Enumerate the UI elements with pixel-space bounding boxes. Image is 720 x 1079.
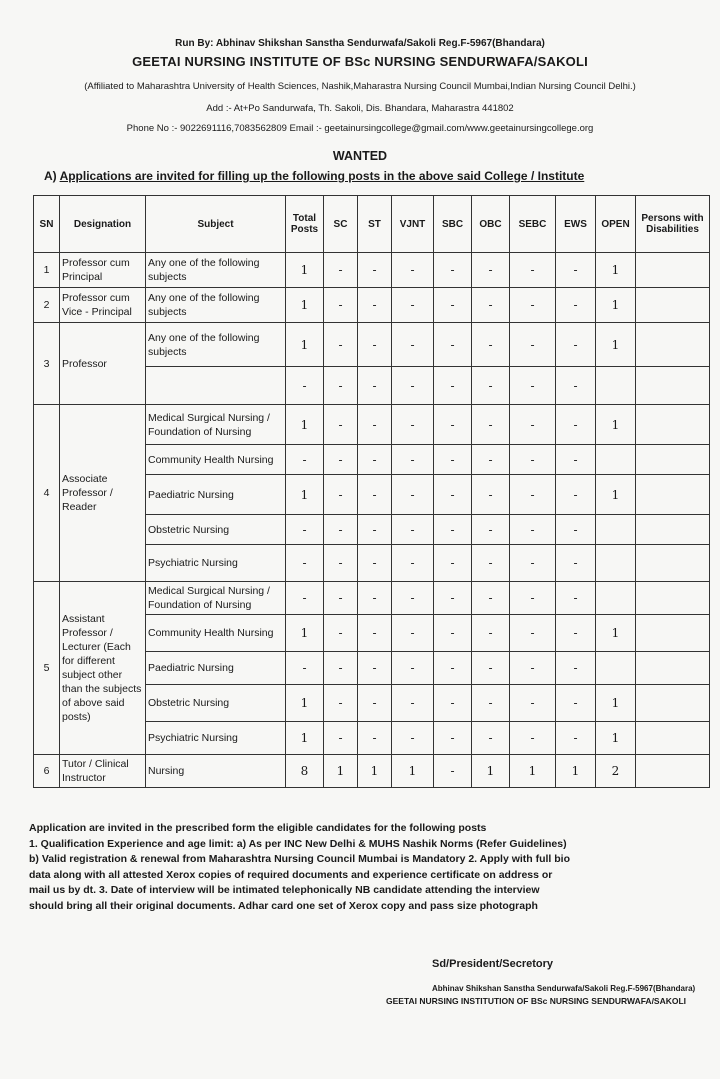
cell-sc: -: [324, 685, 358, 722]
cell-st: -: [358, 545, 392, 582]
cell-st: -: [358, 367, 392, 405]
cell-vjnt: -: [392, 652, 434, 685]
cell-open: [596, 445, 636, 475]
cell-total: -: [286, 545, 324, 582]
cell-vjnt: -: [392, 288, 434, 323]
cell-ews: -: [556, 475, 596, 515]
cell-ews: -: [556, 615, 596, 652]
cell-sbc: -: [434, 545, 472, 582]
cell-designation: Tutor / Clinical Instructor: [60, 755, 146, 788]
cell-designation: Associate Professor / Reader: [60, 405, 146, 582]
cell-pwd: [636, 515, 710, 545]
cell-subject: Paediatric Nursing: [146, 475, 286, 515]
cell-sebc: -: [510, 515, 556, 545]
header-obc: OBC: [472, 196, 510, 253]
cell-st: -: [358, 582, 392, 615]
cell-sbc: -: [434, 288, 472, 323]
cell-subject: Medical Surgical Nursing / Foundation of Nursing: [146, 582, 286, 615]
cell-vjnt: -: [392, 515, 434, 545]
cell-obc: -: [472, 582, 510, 615]
cell-vjnt: -: [392, 367, 434, 405]
cell-obc: -: [472, 722, 510, 755]
cell-st: -: [358, 405, 392, 445]
cell-sbc: -: [434, 475, 472, 515]
cell-ews: -: [556, 405, 596, 445]
cell-obc: -: [472, 405, 510, 445]
header-vjnt: VJNT: [392, 196, 434, 253]
cell-designation: Professor: [60, 323, 146, 405]
cell-subject: Any one of the following subjects: [146, 288, 286, 323]
cell-obc: -: [472, 323, 510, 367]
cell-sc: -: [324, 253, 358, 288]
affiliation-line: (Affiliated to Maharashtra University of Health Sciences, Nashik,Maharastra Nursing Council Mumbai,Indian Nursing Council Delhi.): [84, 81, 636, 92]
notes-line: data along with all attested Xerox copies of required documents and experience certificate on address or: [29, 868, 553, 881]
cell-open: [596, 367, 636, 405]
cell-obc: -: [472, 652, 510, 685]
table-body: [34, 253, 710, 788]
cell-obc: -: [472, 253, 510, 288]
cell-open: 1: [596, 253, 636, 288]
cell-sbc: -: [434, 445, 472, 475]
cell-pwd: [636, 755, 710, 788]
cell-sebc: -: [510, 475, 556, 515]
cell-subject: Community Health Nursing: [146, 615, 286, 652]
cell-subject: [146, 367, 286, 405]
cell-pwd: [636, 445, 710, 475]
cell-vjnt: -: [392, 475, 434, 515]
cell-sbc: -: [434, 685, 472, 722]
cell-open: [596, 545, 636, 582]
cell-total: -: [286, 367, 324, 405]
application-notes: [29, 821, 629, 914]
cell-st: -: [358, 722, 392, 755]
cell-total: 1: [286, 475, 324, 515]
header-designation: Designation: [60, 196, 146, 253]
cell-st: -: [358, 652, 392, 685]
table-row: [34, 323, 710, 367]
cell-sbc: -: [434, 515, 472, 545]
cell-ews: -: [556, 652, 596, 685]
cell-sc: -: [324, 323, 358, 367]
cell-vjnt: -: [392, 722, 434, 755]
cell-sebc: -: [510, 545, 556, 582]
posts-table: [33, 195, 710, 788]
cell-sebc: 1: [510, 755, 556, 788]
cell-st: 1: [358, 755, 392, 788]
cell-sebc: -: [510, 582, 556, 615]
cell-designation: Professor cum Principal: [60, 253, 146, 288]
header-sn: SN: [34, 196, 60, 253]
cell-sbc: -: [434, 253, 472, 288]
cell-designation: Professor cum Vice - Principal: [60, 288, 146, 323]
cell-sc: -: [324, 475, 358, 515]
cell-vjnt: -: [392, 582, 434, 615]
cell-sn: 2: [34, 288, 60, 323]
cell-open: 1: [596, 615, 636, 652]
cell-total: 1: [286, 323, 324, 367]
address-line: Add :- At+Po Sandurwafa, Th. Sakoli, Dis. Bhandara, Maharastra 441802: [206, 103, 514, 114]
cell-vjnt: -: [392, 405, 434, 445]
cell-subject: Community Health Nursing: [146, 445, 286, 475]
cell-pwd: [636, 323, 710, 367]
cell-sn: 1: [34, 253, 60, 288]
cell-st: -: [358, 445, 392, 475]
cell-ews: -: [556, 367, 596, 405]
cell-pwd: [636, 615, 710, 652]
cell-sebc: -: [510, 253, 556, 288]
cell-pwd: [636, 545, 710, 582]
header-subject: Subject: [146, 196, 286, 253]
table-row: [34, 288, 710, 323]
cell-sbc: -: [434, 405, 472, 445]
cell-st: -: [358, 475, 392, 515]
signature-org-line1: Abhinav Shikshan Sanstha Sendurwafa/Sakoli Reg.F-5967(Bhandara): [432, 984, 696, 993]
cell-pwd: [636, 475, 710, 515]
cell-obc: -: [472, 545, 510, 582]
cell-sebc: -: [510, 615, 556, 652]
cell-total: 8: [286, 755, 324, 788]
cell-sn: 5: [34, 582, 60, 755]
signature-org-line2: GEETAI NURSING INSTITUTION OF BSc NURSING SENDURWAFA/SAKOLI: [386, 996, 687, 1006]
table-row: [34, 253, 710, 288]
cell-obc: -: [472, 685, 510, 722]
cell-obc: 1: [472, 755, 510, 788]
cell-sn: 3: [34, 323, 60, 405]
cell-pwd: [636, 652, 710, 685]
cell-sebc: -: [510, 405, 556, 445]
cell-vjnt: -: [392, 685, 434, 722]
cell-total: 1: [286, 685, 324, 722]
table-row: [34, 405, 710, 445]
cell-pwd: [636, 582, 710, 615]
cell-total: 1: [286, 722, 324, 755]
cell-st: -: [358, 323, 392, 367]
cell-sc: -: [324, 515, 358, 545]
cell-sc: -: [324, 545, 358, 582]
cell-sbc: -: [434, 582, 472, 615]
intro-line: [44, 169, 584, 183]
cell-sn: 6: [34, 755, 60, 788]
cell-sbc: -: [434, 755, 472, 788]
cell-sbc: -: [434, 367, 472, 405]
cell-vjnt: 1: [392, 755, 434, 788]
cell-open: [596, 582, 636, 615]
cell-total: -: [286, 445, 324, 475]
cell-open: 1: [596, 722, 636, 755]
intro-text: Applications are invited for filling up the following posts in the above said College / Institute: [59, 169, 585, 183]
signature-title: Sd/President/Secretory: [432, 958, 554, 970]
intro-prefix: A): [44, 169, 60, 183]
cell-vjnt: -: [392, 445, 434, 475]
cell-open: [596, 652, 636, 685]
cell-subject: Obstetric Nursing: [146, 515, 286, 545]
cell-total: -: [286, 515, 324, 545]
institute-name: GEETAI NURSING INSTITUTE OF BSc NURSING SENDURWAFA/SAKOLI: [132, 54, 588, 69]
cell-obc: -: [472, 367, 510, 405]
cell-sc: 1: [324, 755, 358, 788]
cell-subject: Any one of the following subjects: [146, 323, 286, 367]
cell-ews: -: [556, 545, 596, 582]
header-total: Total Posts: [286, 196, 324, 253]
cell-pwd: [636, 722, 710, 755]
cell-subject: Obstetric Nursing: [146, 685, 286, 722]
cell-ews: 1: [556, 755, 596, 788]
notes-line: 1. Qualification Experience and age limit: a) As per INC New Delhi & MUHS Nashik Norms (Refer Guidelines): [29, 837, 567, 850]
cell-sebc: -: [510, 722, 556, 755]
header-sebc: SEBC: [510, 196, 556, 253]
cell-sc: -: [324, 405, 358, 445]
cell-total: -: [286, 652, 324, 685]
contact-line: Phone No :- 9022691116,7083562809 Email :- geetainursingcollege@gmail.com/www.geetainursingcollege.org: [126, 123, 594, 134]
cell-sebc: -: [510, 367, 556, 405]
cell-ews: -: [556, 515, 596, 545]
table-row: [34, 755, 710, 788]
cell-sebc: -: [510, 445, 556, 475]
cell-sbc: -: [434, 652, 472, 685]
cell-st: -: [358, 515, 392, 545]
cell-vjnt: -: [392, 545, 434, 582]
cell-sebc: -: [510, 288, 556, 323]
notes-line: b) Valid registration & renewal from Maharashtra Nursing Council Mumbai is Mandatory 2. Apply with full bio: [29, 853, 571, 865]
cell-pwd: [636, 288, 710, 323]
cell-vjnt: -: [392, 253, 434, 288]
cell-subject: Any one of the following subjects: [146, 253, 286, 288]
cell-sc: -: [324, 582, 358, 615]
cell-open: 1: [596, 405, 636, 445]
notes-line: Application are invited in the prescribed form the eligible candidates for the following posts: [29, 822, 487, 834]
cell-subject: Psychiatric Nursing: [146, 545, 286, 582]
cell-st: -: [358, 288, 392, 323]
table-row: [34, 582, 710, 615]
cell-total: 1: [286, 615, 324, 652]
cell-sbc: -: [434, 615, 472, 652]
cell-st: -: [358, 615, 392, 652]
cell-pwd: [636, 367, 710, 405]
cell-open: 1: [596, 288, 636, 323]
cell-st: -: [358, 685, 392, 722]
cell-pwd: [636, 685, 710, 722]
cell-sc: -: [324, 652, 358, 685]
cell-sc: -: [324, 722, 358, 755]
cell-subject: Paediatric Nursing: [146, 652, 286, 685]
header-sc: SC: [324, 196, 358, 253]
header-st: ST: [358, 196, 392, 253]
cell-open: 1: [596, 475, 636, 515]
cell-obc: -: [472, 445, 510, 475]
cell-ews: -: [556, 722, 596, 755]
cell-ews: -: [556, 253, 596, 288]
cell-ews: -: [556, 288, 596, 323]
cell-open: 1: [596, 323, 636, 367]
run-by-line: Run By: Abhinav Shikshan Sanstha Sendurwafa/Sakoli Reg.F-5967(Bhandara): [175, 38, 545, 49]
cell-ews: -: [556, 582, 596, 615]
header-ews: EWS: [556, 196, 596, 253]
cell-sc: -: [324, 367, 358, 405]
cell-pwd: [636, 253, 710, 288]
notes-line: should bring all their original documents. Adhar card one set of Xerox copy and pass size photograph: [29, 899, 538, 912]
cell-vjnt: -: [392, 323, 434, 367]
cell-sn: 4: [34, 405, 60, 582]
cell-sebc: -: [510, 652, 556, 685]
cell-st: -: [358, 253, 392, 288]
cell-obc: -: [472, 615, 510, 652]
cell-obc: -: [472, 475, 510, 515]
header-open: OPEN: [596, 196, 636, 253]
cell-total: 1: [286, 288, 324, 323]
cell-subject: Medical Surgical Nursing / Foundation of Nursing: [146, 405, 286, 445]
cell-open: 2: [596, 755, 636, 788]
cell-ews: -: [556, 323, 596, 367]
cell-pwd: [636, 405, 710, 445]
cell-ews: -: [556, 685, 596, 722]
cell-sc: -: [324, 288, 358, 323]
notes-line: mail us by dt. 3. Date of interview will be intimated telephonically NB candidate attending the interview: [29, 884, 540, 896]
cell-vjnt: -: [392, 615, 434, 652]
cell-total: 1: [286, 253, 324, 288]
cell-total: 1: [286, 405, 324, 445]
cell-obc: -: [472, 515, 510, 545]
header-pwd: Persons with Disabilities: [636, 196, 710, 253]
cell-sc: -: [324, 445, 358, 475]
cell-sebc: -: [510, 323, 556, 367]
cell-ews: -: [556, 445, 596, 475]
table-header-row: [34, 196, 710, 253]
cell-designation: Assistant Professor / Lecturer (Each for different subject other than the subjects of above said posts): [60, 582, 146, 755]
cell-obc: -: [472, 288, 510, 323]
cell-total: -: [286, 582, 324, 615]
cell-open: [596, 515, 636, 545]
cell-sc: -: [324, 615, 358, 652]
cell-sebc: -: [510, 685, 556, 722]
cell-subject: Nursing: [146, 755, 286, 788]
wanted-heading: WANTED: [332, 149, 388, 163]
cell-open: 1: [596, 685, 636, 722]
cell-subject: Psychiatric Nursing: [146, 722, 286, 755]
cell-sbc: -: [434, 323, 472, 367]
header-sbc: SBC: [434, 196, 472, 253]
cell-sbc: -: [434, 722, 472, 755]
